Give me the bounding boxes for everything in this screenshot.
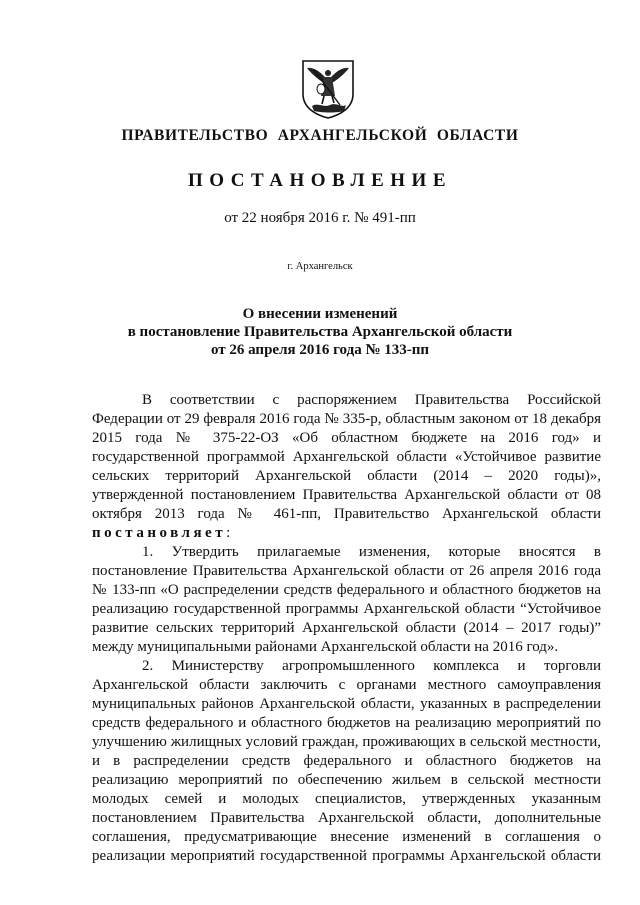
title-line-2: в постановление Правительства Архангельской области xyxy=(127,324,513,340)
title-line-1: О внесении изменений xyxy=(242,306,398,322)
arkhangelsk-coat-of-arms-icon xyxy=(300,58,356,120)
decree-word: постановляет xyxy=(92,525,227,541)
title-line-3: от 26 апреля 2016 года № 133-пп xyxy=(210,342,430,358)
government-name: ПРАВИТЕЛЬСТВО АРХАНГЕЛЬСКОЙ ОБЛАСТИ xyxy=(121,127,519,144)
city-name: г. Архангельск xyxy=(287,261,353,272)
document-title xyxy=(0,305,640,359)
document-type: ПОСТАНОВЛЕНИЕ xyxy=(187,170,453,191)
preamble-text: В соответствии с распоряжением Правительства Российской Федерации от 29 февраля 2016 года № 335-р, областным законом от 18 декабря 2015 года № 375-22-ОЗ «Об областном бюджете на 2016 год» и государственной программой Архангельской области «Устойчивое развитие сельских территорий Архангельской области (2014 – 2020 годы)», утвержденной постановлением Правительства Архангельской области от 08 октября 2013 года № 461-пп, Правительство Архангельской области xyxy=(92,392,601,522)
item-2-paragraph: 2. Министерству агропромышленного комплекса и торговли Архангельской области заключить с органами местного самоуправления муниципальных районов Архангельской области, указанных в распределении средств федерального и областного бюджетов на реализацию мероприятий по улучшению жилищных условий граждан, проживающих в сельской местности, и в распределении средств федерального и областного бюджетов на реализацию мероприятий по обеспечению жильем в сельской местности молодых семей и молодых специалистов, утвержденных указанным постановлением Правительства Архангельской области, дополнительные соглашения, предусматривающие внесение изменений в соглашения о реализации мероприятий государственной программы Архангельской области xyxy=(92,658,601,864)
item-1-paragraph: 1. Утвердить прилагаемые изменения, которые вносятся в постановление Правительства Архангельской области от 26 апреля 2016 года № 133-пп «О распределении средств федерального и областного бюджетов на реализацию государственной программы Архангельской области “Устойчивое развитие сельских территорий Архангельской области (2014 – 2017 годы)” между муниципальными районами Архангельской области на 2016 год». xyxy=(92,544,601,655)
document-date-number: от 22 ноября 2016 г. № 491-пп xyxy=(224,210,416,226)
document-body xyxy=(92,391,601,866)
decree-colon: : xyxy=(226,525,231,541)
preamble-paragraph xyxy=(92,391,601,543)
